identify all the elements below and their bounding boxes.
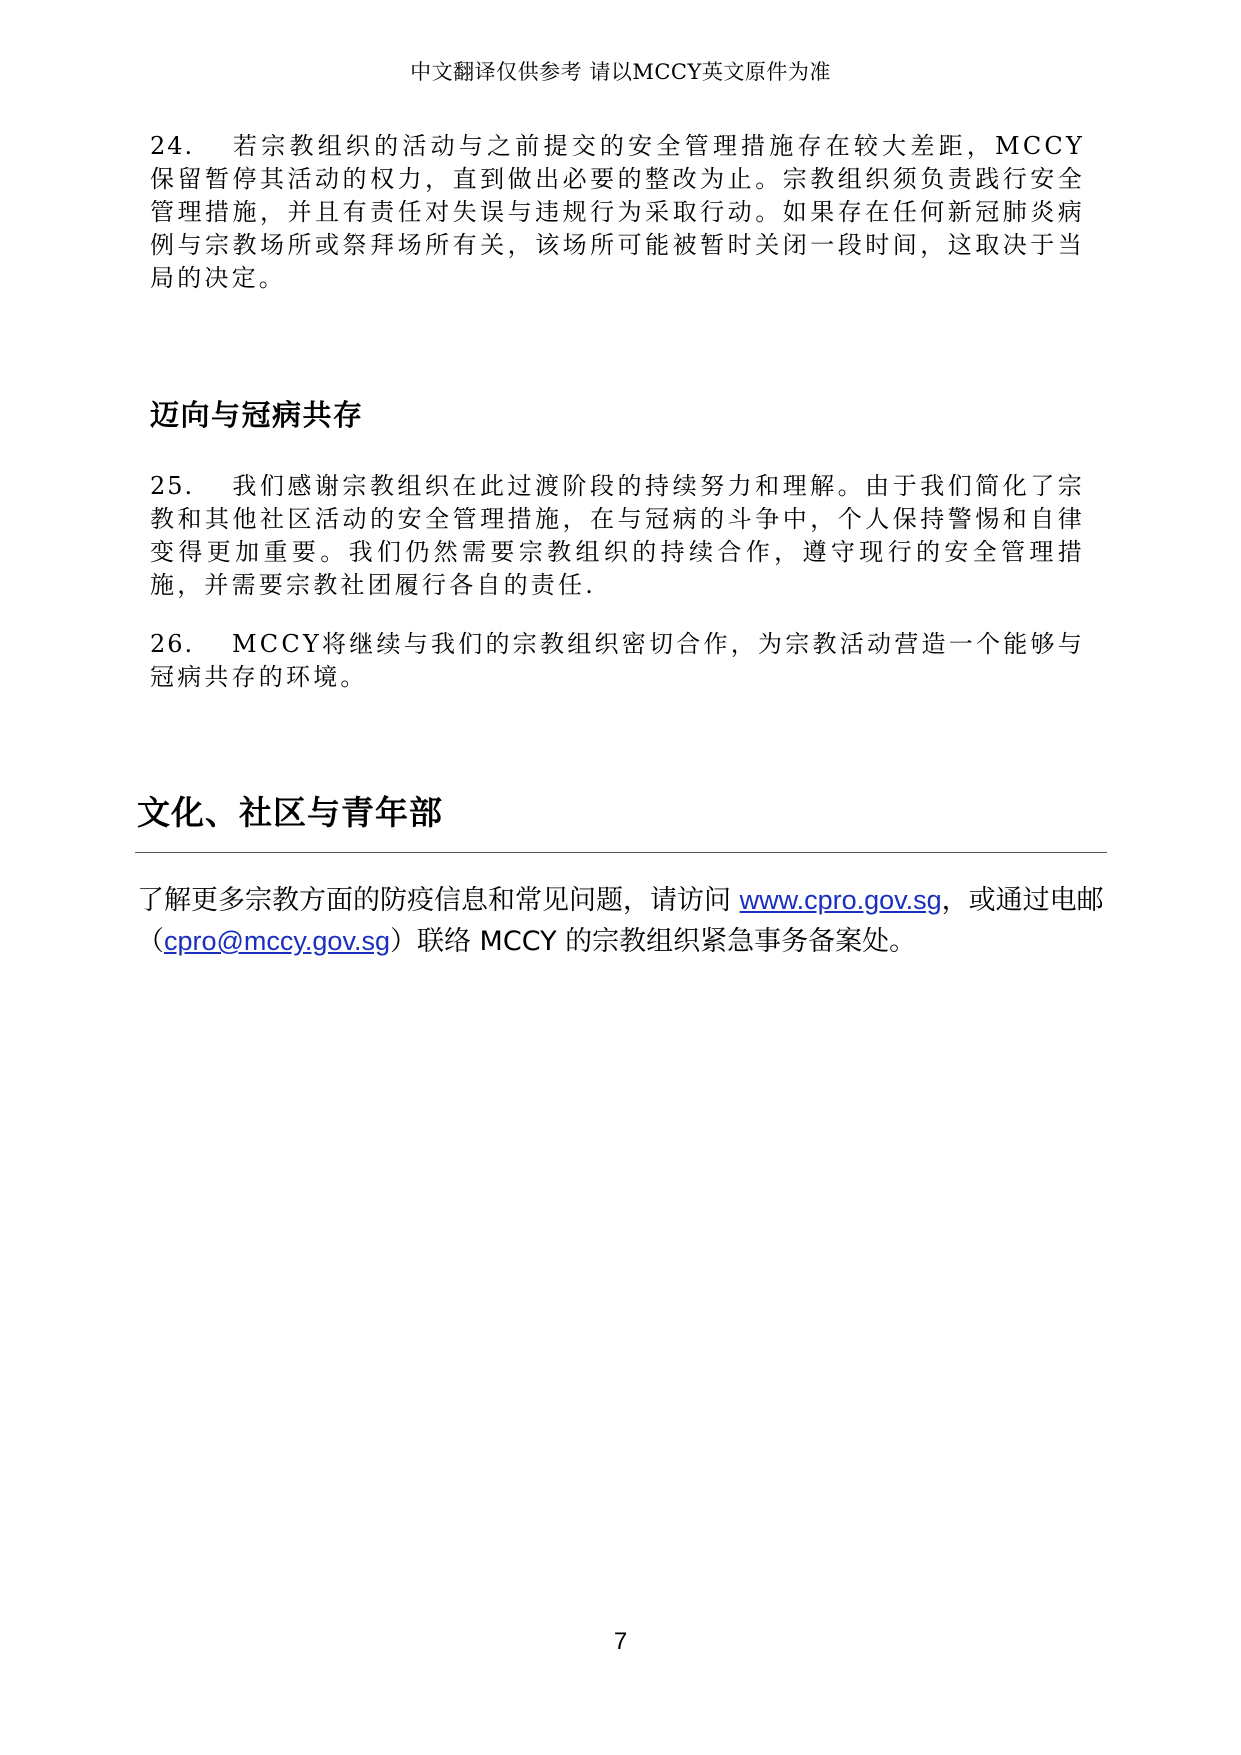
contact-info	[137, 880, 1107, 962]
page-number: 7	[613, 1628, 628, 1655]
paragraph-text: MCCY将继续与我们的宗教组织密切合作，为宗教活动营造一个能够与冠病共存的环境。	[150, 630, 1085, 691]
ministry-title: 文化、社区与青年部	[137, 793, 443, 832]
translation-disclaimer: 中文翻译仅供参考 请以MCCY英文原件为准	[410, 60, 831, 84]
info-text-middle: ，或通过电邮（	[137, 885, 1104, 957]
paragraph-number: 26.	[150, 630, 195, 658]
email-link[interactable]: cpro@mccy.gov.sg	[164, 926, 390, 956]
info-text-after: ）联络 MCCY 的宗教组织紧急事务备案处。	[389, 926, 917, 957]
paragraph-text: 若宗教组织的活动与之前提交的安全管理措施存在较大差距，MCCY 保留暂停其活动的权力，直到做出必要的整改为止。宗教组织须负责践行安全管理措施，并且有责任对失误与违规行为采取行动。如果存在任何新冠肺炎病例与宗教场所或祭拜场所有关，该场所可能被暂时关闭一段时间，这取决于当局的决定。	[150, 132, 1085, 292]
paragraph-number: 24.	[150, 132, 195, 160]
paragraph-24	[150, 130, 1085, 295]
paragraph-number: 25.	[150, 472, 195, 500]
paragraph-25	[150, 470, 1085, 602]
paragraph-26	[150, 628, 1085, 694]
section-heading: 迈向与冠病共存	[150, 398, 364, 432]
paragraph-text: 我们感谢宗教组织在此过渡阶段的持续努力和理解。由于我们简化了宗教和其他社区活动的安全管理措施，在与冠病的斗争中，个人保持警惕和自律变得更加重要。我们仍然需要宗教组织的持续合作，遵守现行的安全管理措施，并需要宗教社团履行各自的责任.	[150, 472, 1085, 599]
divider	[135, 852, 1107, 853]
website-link[interactable]: www.cpro.gov.sg	[739, 885, 942, 915]
info-text-before: 了解更多宗教方面的防疫信息和常见问题，请访问	[137, 885, 740, 916]
